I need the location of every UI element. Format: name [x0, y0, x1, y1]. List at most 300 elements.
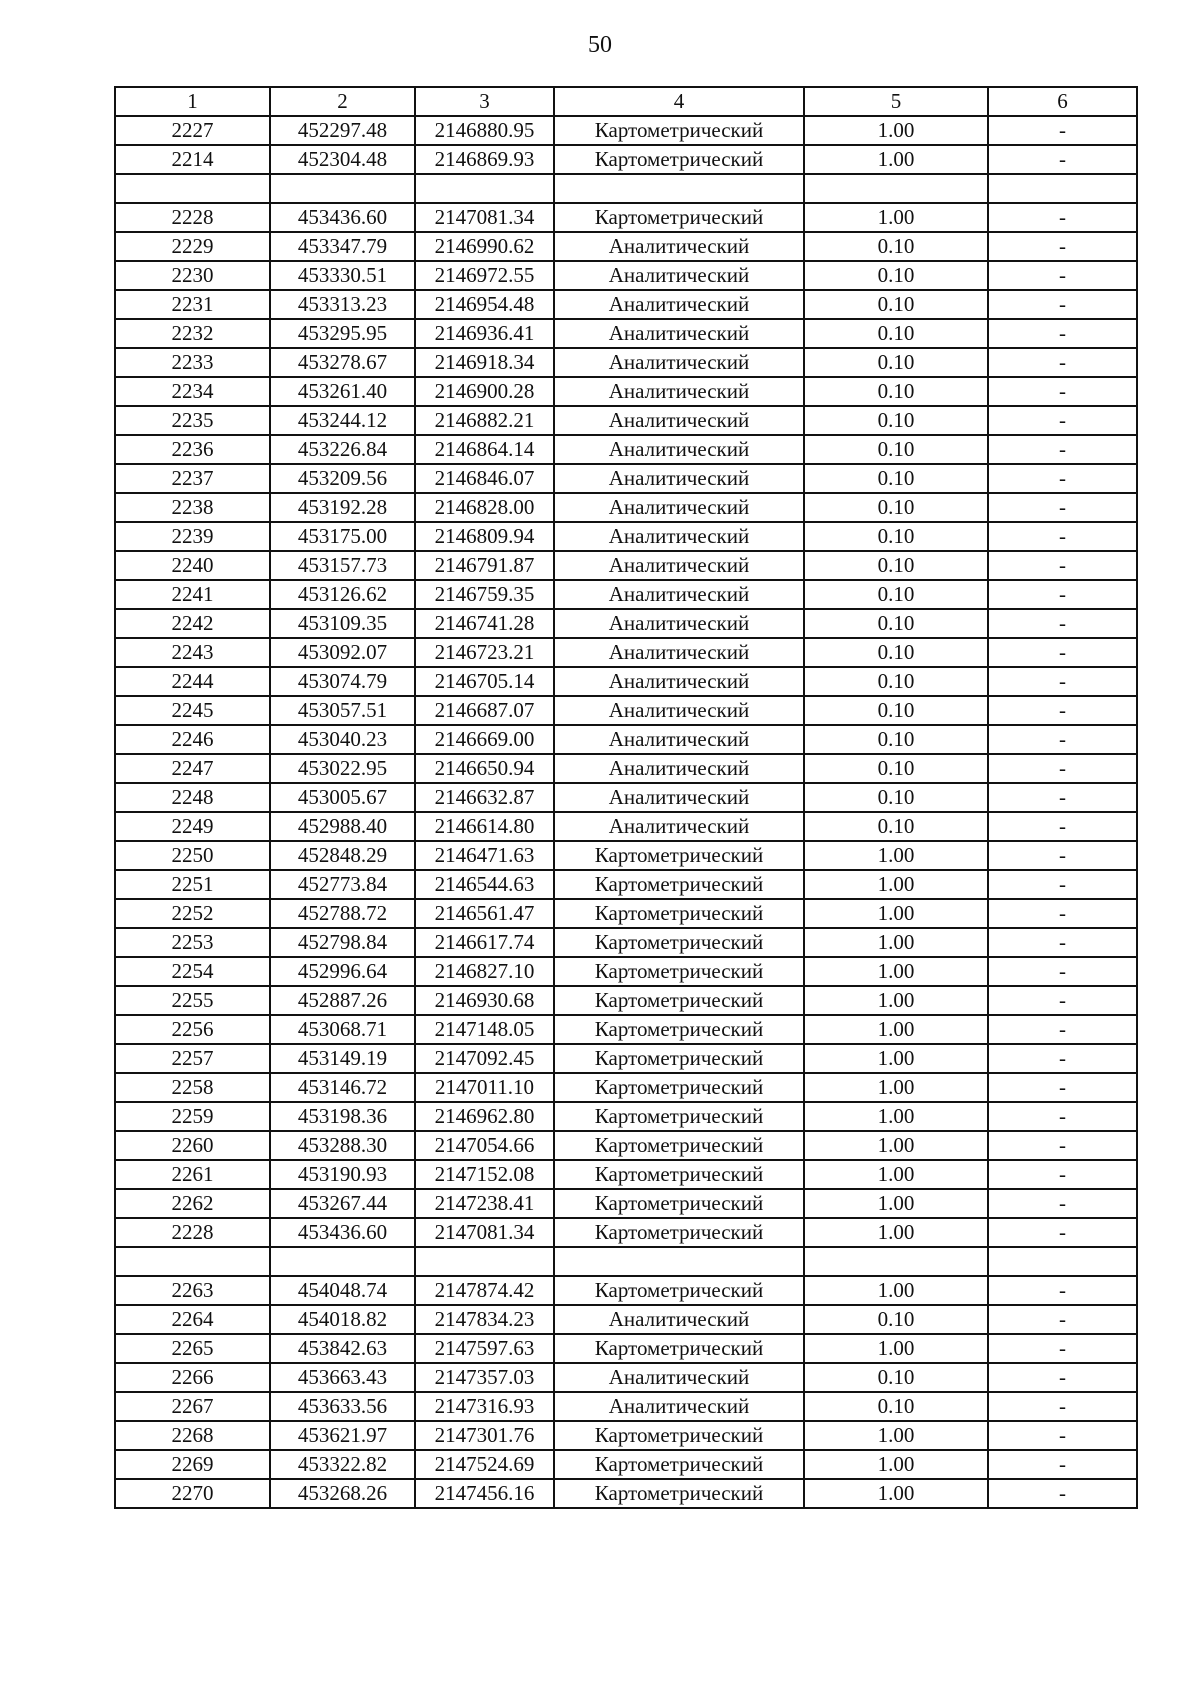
cell-method: Картометрический — [554, 1102, 804, 1131]
cell-x-coordinate: 452304.48 — [270, 145, 415, 174]
cell-x-coordinate: 453005.67 — [270, 783, 415, 812]
cell-note: - — [988, 435, 1137, 464]
table-body — [115, 116, 1137, 1508]
cell-x-coordinate: 453267.44 — [270, 1189, 415, 1218]
cell-accuracy: 0.10 — [804, 290, 988, 319]
cell-accuracy: 1.00 — [804, 841, 988, 870]
cell-method: Аналитический — [554, 522, 804, 551]
cell-x-coordinate: 452848.29 — [270, 841, 415, 870]
cell-accuracy: 0.10 — [804, 319, 988, 348]
cell-method: Картометрический — [554, 116, 804, 145]
cell-y-coordinate: 2147152.08 — [415, 1160, 554, 1189]
cell-method: Картометрический — [554, 899, 804, 928]
cell-y-coordinate — [415, 174, 554, 203]
cell-x-coordinate: 452996.64 — [270, 957, 415, 986]
table-row — [115, 1160, 1137, 1189]
cell-x-coordinate: 453436.60 — [270, 203, 415, 232]
table-row — [115, 1276, 1137, 1305]
cell-note: - — [988, 464, 1137, 493]
cell-point-number: 2253 — [115, 928, 270, 957]
cell-accuracy: 1.00 — [804, 1131, 988, 1160]
cell-method: Картометрический — [554, 928, 804, 957]
cell-method: Картометрический — [554, 1218, 804, 1247]
cell-point-number: 2227 — [115, 116, 270, 145]
table-row — [115, 1334, 1137, 1363]
cell-method: Картометрический — [554, 986, 804, 1015]
cell-x-coordinate: 453621.97 — [270, 1421, 415, 1450]
cell-y-coordinate: 2147081.34 — [415, 1218, 554, 1247]
cell-x-coordinate: 453198.36 — [270, 1102, 415, 1131]
cell-accuracy: 0.10 — [804, 522, 988, 551]
cell-method: Аналитический — [554, 551, 804, 580]
cell-method: Аналитический — [554, 754, 804, 783]
cell-note: - — [988, 1073, 1137, 1102]
cell-note: - — [988, 1392, 1137, 1421]
table-header — [115, 87, 1137, 116]
cell-accuracy: 0.10 — [804, 232, 988, 261]
cell-method: Аналитический — [554, 609, 804, 638]
cell-method: Аналитический — [554, 696, 804, 725]
cell-note: - — [988, 1131, 1137, 1160]
table-row — [115, 1073, 1137, 1102]
cell-y-coordinate: 2146882.21 — [415, 406, 554, 435]
table-row — [115, 1479, 1137, 1508]
cell-point-number: 2238 — [115, 493, 270, 522]
cell-accuracy: 1.00 — [804, 928, 988, 957]
cell-x-coordinate: 453092.07 — [270, 638, 415, 667]
cell-note: - — [988, 696, 1137, 725]
table-row — [115, 1421, 1137, 1450]
cell-note: - — [988, 377, 1137, 406]
cell-method: Аналитический — [554, 464, 804, 493]
table-row — [115, 435, 1137, 464]
cell-x-coordinate: 453057.51 — [270, 696, 415, 725]
cell-y-coordinate: 2146936.41 — [415, 319, 554, 348]
table-row — [115, 696, 1137, 725]
table-row — [115, 1450, 1137, 1479]
cell-method: Аналитический — [554, 812, 804, 841]
cell-method: Аналитический — [554, 319, 804, 348]
table-row — [115, 522, 1137, 551]
cell-method: Картометрический — [554, 870, 804, 899]
cell-x-coordinate: 453244.12 — [270, 406, 415, 435]
cell-x-coordinate: 453663.43 — [270, 1363, 415, 1392]
cell-y-coordinate — [415, 1247, 554, 1276]
cell-method: Аналитический — [554, 1305, 804, 1334]
cell-x-coordinate: 453330.51 — [270, 261, 415, 290]
cell-x-coordinate: 453268.26 — [270, 1479, 415, 1508]
cell-y-coordinate: 2146471.63 — [415, 841, 554, 870]
cell-method: Картометрический — [554, 1073, 804, 1102]
cell-x-coordinate: 453146.72 — [270, 1073, 415, 1102]
cell-point-number: 2267 — [115, 1392, 270, 1421]
cell-point-number: 2251 — [115, 870, 270, 899]
cell-y-coordinate: 2146846.07 — [415, 464, 554, 493]
cell-method — [554, 174, 804, 203]
table-row — [115, 841, 1137, 870]
cell-point-number: 2247 — [115, 754, 270, 783]
cell-point-number: 2239 — [115, 522, 270, 551]
cell-accuracy: 0.10 — [804, 261, 988, 290]
cell-method: Картометрический — [554, 145, 804, 174]
cell-method: Картометрический — [554, 1189, 804, 1218]
cell-point-number: 2252 — [115, 899, 270, 928]
cell-method: Аналитический — [554, 667, 804, 696]
cell-note: - — [988, 261, 1137, 290]
cell-method: Картометрический — [554, 957, 804, 986]
cell-y-coordinate: 2146954.48 — [415, 290, 554, 319]
column-header-4: 4 — [554, 87, 804, 116]
cell-method: Аналитический — [554, 406, 804, 435]
cell-x-coordinate: 453278.67 — [270, 348, 415, 377]
cell-point-number: 2244 — [115, 667, 270, 696]
table-row — [115, 116, 1137, 145]
cell-method: Аналитический — [554, 580, 804, 609]
cell-method: Картометрический — [554, 1334, 804, 1363]
cell-y-coordinate: 2146759.35 — [415, 580, 554, 609]
cell-accuracy: 0.10 — [804, 725, 988, 754]
table-row — [115, 232, 1137, 261]
table-row — [115, 1392, 1137, 1421]
cell-accuracy: 1.00 — [804, 116, 988, 145]
cell-x-coordinate: 453322.82 — [270, 1450, 415, 1479]
cell-point-number: 2250 — [115, 841, 270, 870]
cell-accuracy: 0.10 — [804, 551, 988, 580]
cell-method: Аналитический — [554, 232, 804, 261]
cell-x-coordinate: 453022.95 — [270, 754, 415, 783]
cell-method: Картометрический — [554, 1015, 804, 1044]
table-row — [115, 406, 1137, 435]
cell-note: - — [988, 841, 1137, 870]
cell-note: - — [988, 522, 1137, 551]
cell-note: - — [988, 754, 1137, 783]
cell-point-number — [115, 174, 270, 203]
cell-y-coordinate: 2147092.45 — [415, 1044, 554, 1073]
cell-x-coordinate: 454048.74 — [270, 1276, 415, 1305]
cell-x-coordinate: 453288.30 — [270, 1131, 415, 1160]
cell-point-number: 2228 — [115, 1218, 270, 1247]
cell-x-coordinate: 453347.79 — [270, 232, 415, 261]
table-row — [115, 1363, 1137, 1392]
cell-point-number: 2230 — [115, 261, 270, 290]
table-row — [115, 1305, 1137, 1334]
cell-note: - — [988, 1305, 1137, 1334]
cell-accuracy: 1.00 — [804, 1479, 988, 1508]
cell-point-number: 2241 — [115, 580, 270, 609]
cell-note: - — [988, 1189, 1137, 1218]
cell-accuracy: 0.10 — [804, 464, 988, 493]
cell-point-number: 2235 — [115, 406, 270, 435]
table-row — [115, 145, 1137, 174]
cell-point-number: 2263 — [115, 1276, 270, 1305]
cell-note: - — [988, 638, 1137, 667]
cell-point-number: 2231 — [115, 290, 270, 319]
cell-y-coordinate: 2147054.66 — [415, 1131, 554, 1160]
cell-method: Картометрический — [554, 841, 804, 870]
cell-point-number: 2233 — [115, 348, 270, 377]
cell-point-number: 2214 — [115, 145, 270, 174]
cell-accuracy: 1.00 — [804, 145, 988, 174]
table-row — [115, 290, 1137, 319]
cell-note: - — [988, 957, 1137, 986]
cell-x-coordinate: 452773.84 — [270, 870, 415, 899]
cell-note: - — [988, 116, 1137, 145]
cell-y-coordinate: 2146972.55 — [415, 261, 554, 290]
cell-point-number: 2248 — [115, 783, 270, 812]
column-header-5: 5 — [804, 87, 988, 116]
cell-method: Картометрический — [554, 1044, 804, 1073]
cell-accuracy: 1.00 — [804, 1044, 988, 1073]
table-row — [115, 174, 1137, 203]
cell-note: - — [988, 580, 1137, 609]
cell-method: Аналитический — [554, 290, 804, 319]
cell-method: Аналитический — [554, 377, 804, 406]
cell-y-coordinate: 2146614.80 — [415, 812, 554, 841]
cell-x-coordinate: 453175.00 — [270, 522, 415, 551]
cell-note: - — [988, 319, 1137, 348]
cell-method: Аналитический — [554, 493, 804, 522]
table-row — [115, 725, 1137, 754]
cell-method: Картометрический — [554, 1421, 804, 1450]
cell-point-number: 2257 — [115, 1044, 270, 1073]
cell-accuracy: 1.00 — [804, 1102, 988, 1131]
cell-note: - — [988, 870, 1137, 899]
table-row — [115, 812, 1137, 841]
table-row — [115, 203, 1137, 232]
cell-x-coordinate: 453226.84 — [270, 435, 415, 464]
cell-note: - — [988, 986, 1137, 1015]
cell-note: - — [988, 725, 1137, 754]
cell-y-coordinate: 2146990.62 — [415, 232, 554, 261]
cell-y-coordinate: 2146723.21 — [415, 638, 554, 667]
cell-accuracy: 1.00 — [804, 899, 988, 928]
cell-accuracy — [804, 174, 988, 203]
cell-point-number: 2243 — [115, 638, 270, 667]
cell-y-coordinate: 2147874.42 — [415, 1276, 554, 1305]
cell-accuracy: 0.10 — [804, 1363, 988, 1392]
table-row — [115, 580, 1137, 609]
cell-note: - — [988, 1363, 1137, 1392]
table-row — [115, 551, 1137, 580]
cell-x-coordinate — [270, 174, 415, 203]
cell-point-number: 2236 — [115, 435, 270, 464]
cell-accuracy: 1.00 — [804, 203, 988, 232]
table-row — [115, 319, 1137, 348]
cell-accuracy: 0.10 — [804, 754, 988, 783]
cell-note: - — [988, 493, 1137, 522]
cell-y-coordinate: 2146669.00 — [415, 725, 554, 754]
cell-note: - — [988, 1421, 1137, 1450]
cell-accuracy: 1.00 — [804, 1160, 988, 1189]
table-row — [115, 493, 1137, 522]
cell-accuracy: 0.10 — [804, 1305, 988, 1334]
cell-accuracy: 1.00 — [804, 1276, 988, 1305]
cell-x-coordinate: 452788.72 — [270, 899, 415, 928]
cell-point-number: 2229 — [115, 232, 270, 261]
cell-note: - — [988, 1102, 1137, 1131]
cell-accuracy: 0.10 — [804, 638, 988, 667]
cell-method: Аналитический — [554, 435, 804, 464]
cell-y-coordinate: 2146930.68 — [415, 986, 554, 1015]
table-row — [115, 957, 1137, 986]
table-row — [115, 899, 1137, 928]
cell-note: - — [988, 1015, 1137, 1044]
cell-note: - — [988, 812, 1137, 841]
cell-note: - — [988, 232, 1137, 261]
cell-y-coordinate: 2146918.34 — [415, 348, 554, 377]
cell-y-coordinate: 2146687.07 — [415, 696, 554, 725]
cell-point-number: 2234 — [115, 377, 270, 406]
table-row — [115, 1131, 1137, 1160]
table-row — [115, 1102, 1137, 1131]
cell-note: - — [988, 1450, 1137, 1479]
cell-x-coordinate: 453126.62 — [270, 580, 415, 609]
cell-y-coordinate: 2146869.93 — [415, 145, 554, 174]
cell-point-number: 2237 — [115, 464, 270, 493]
cell-accuracy: 1.00 — [804, 986, 988, 1015]
cell-point-number: 2262 — [115, 1189, 270, 1218]
cell-y-coordinate: 2146650.94 — [415, 754, 554, 783]
cell-note: - — [988, 1479, 1137, 1508]
cell-accuracy: 0.10 — [804, 435, 988, 464]
cell-method: Аналитический — [554, 638, 804, 667]
cell-point-number: 2254 — [115, 957, 270, 986]
table-row — [115, 870, 1137, 899]
cell-point-number: 2256 — [115, 1015, 270, 1044]
cell-method: Аналитический — [554, 348, 804, 377]
cell-x-coordinate: 453190.93 — [270, 1160, 415, 1189]
cell-note: - — [988, 551, 1137, 580]
cell-accuracy: 0.10 — [804, 696, 988, 725]
cell-y-coordinate: 2146632.87 — [415, 783, 554, 812]
cell-x-coordinate: 453040.23 — [270, 725, 415, 754]
cell-point-number: 2265 — [115, 1334, 270, 1363]
cell-x-coordinate: 453192.28 — [270, 493, 415, 522]
table-row — [115, 986, 1137, 1015]
cell-x-coordinate: 453157.73 — [270, 551, 415, 580]
cell-method: Картометрический — [554, 1276, 804, 1305]
table-row — [115, 1189, 1137, 1218]
cell-accuracy: 1.00 — [804, 1073, 988, 1102]
cell-note — [988, 174, 1137, 203]
table-row — [115, 261, 1137, 290]
cell-x-coordinate: 452297.48 — [270, 116, 415, 145]
table-row — [115, 609, 1137, 638]
cell-note: - — [988, 667, 1137, 696]
cell-note: - — [988, 609, 1137, 638]
cell-accuracy: 1.00 — [804, 957, 988, 986]
cell-note: - — [988, 783, 1137, 812]
cell-x-coordinate: 453109.35 — [270, 609, 415, 638]
cell-x-coordinate: 452988.40 — [270, 812, 415, 841]
cell-point-number: 2260 — [115, 1131, 270, 1160]
cell-point-number: 2266 — [115, 1363, 270, 1392]
cell-accuracy: 0.10 — [804, 812, 988, 841]
cell-y-coordinate: 2147834.23 — [415, 1305, 554, 1334]
cell-x-coordinate: 454018.82 — [270, 1305, 415, 1334]
table-row — [115, 667, 1137, 696]
cell-accuracy: 1.00 — [804, 1450, 988, 1479]
cell-x-coordinate: 453068.71 — [270, 1015, 415, 1044]
cell-method: Картометрический — [554, 1131, 804, 1160]
cell-method: Картометрический — [554, 1479, 804, 1508]
cell-point-number: 2232 — [115, 319, 270, 348]
cell-x-coordinate: 453261.40 — [270, 377, 415, 406]
cell-note: - — [988, 1044, 1137, 1073]
cell-accuracy: 0.10 — [804, 609, 988, 638]
cell-y-coordinate: 2146791.87 — [415, 551, 554, 580]
cell-y-coordinate: 2146962.80 — [415, 1102, 554, 1131]
cell-point-number: 2261 — [115, 1160, 270, 1189]
cell-point-number: 2264 — [115, 1305, 270, 1334]
cell-y-coordinate: 2146705.14 — [415, 667, 554, 696]
cell-y-coordinate: 2147148.05 — [415, 1015, 554, 1044]
cell-accuracy: 0.10 — [804, 1392, 988, 1421]
cell-method: Картометрический — [554, 1450, 804, 1479]
cell-note: - — [988, 1276, 1137, 1305]
table-row — [115, 1015, 1137, 1044]
cell-note — [988, 1247, 1137, 1276]
cell-point-number — [115, 1247, 270, 1276]
cell-accuracy: 0.10 — [804, 580, 988, 609]
page-number: 50 — [588, 32, 612, 58]
cell-accuracy: 0.10 — [804, 377, 988, 406]
cell-point-number: 2249 — [115, 812, 270, 841]
cell-accuracy: 1.00 — [804, 1334, 988, 1363]
cell-y-coordinate: 2146617.74 — [415, 928, 554, 957]
cell-accuracy: 0.10 — [804, 667, 988, 696]
cell-point-number: 2246 — [115, 725, 270, 754]
cell-x-coordinate — [270, 1247, 415, 1276]
cell-method — [554, 1247, 804, 1276]
cell-point-number: 2242 — [115, 609, 270, 638]
table-row — [115, 638, 1137, 667]
header-row — [115, 87, 1137, 116]
cell-point-number: 2259 — [115, 1102, 270, 1131]
cell-y-coordinate: 2147456.16 — [415, 1479, 554, 1508]
cell-y-coordinate: 2146900.28 — [415, 377, 554, 406]
cell-x-coordinate: 452798.84 — [270, 928, 415, 957]
cell-y-coordinate: 2146544.63 — [415, 870, 554, 899]
column-header-3: 3 — [415, 87, 554, 116]
cell-note: - — [988, 899, 1137, 928]
cell-accuracy: 1.00 — [804, 1015, 988, 1044]
cell-x-coordinate: 453633.56 — [270, 1392, 415, 1421]
cell-point-number: 2228 — [115, 203, 270, 232]
cell-y-coordinate: 2147081.34 — [415, 203, 554, 232]
cell-point-number: 2270 — [115, 1479, 270, 1508]
cell-accuracy: 0.10 — [804, 406, 988, 435]
cell-accuracy: 0.10 — [804, 783, 988, 812]
table-row — [115, 783, 1137, 812]
cell-method: Картометрический — [554, 203, 804, 232]
cell-note: - — [988, 1334, 1137, 1363]
column-header-2: 2 — [270, 87, 415, 116]
cell-point-number: 2269 — [115, 1450, 270, 1479]
cell-x-coordinate: 453295.95 — [270, 319, 415, 348]
cell-accuracy: 1.00 — [804, 870, 988, 899]
cell-note: - — [988, 1218, 1137, 1247]
cell-y-coordinate: 2146827.10 — [415, 957, 554, 986]
cell-y-coordinate: 2147301.76 — [415, 1421, 554, 1450]
cell-method: Аналитический — [554, 1363, 804, 1392]
cell-y-coordinate: 2146880.95 — [415, 116, 554, 145]
table-row — [115, 464, 1137, 493]
cell-x-coordinate: 453313.23 — [270, 290, 415, 319]
column-header-1: 1 — [115, 87, 270, 116]
cell-method: Картометрический — [554, 1160, 804, 1189]
cell-x-coordinate: 453436.60 — [270, 1218, 415, 1247]
